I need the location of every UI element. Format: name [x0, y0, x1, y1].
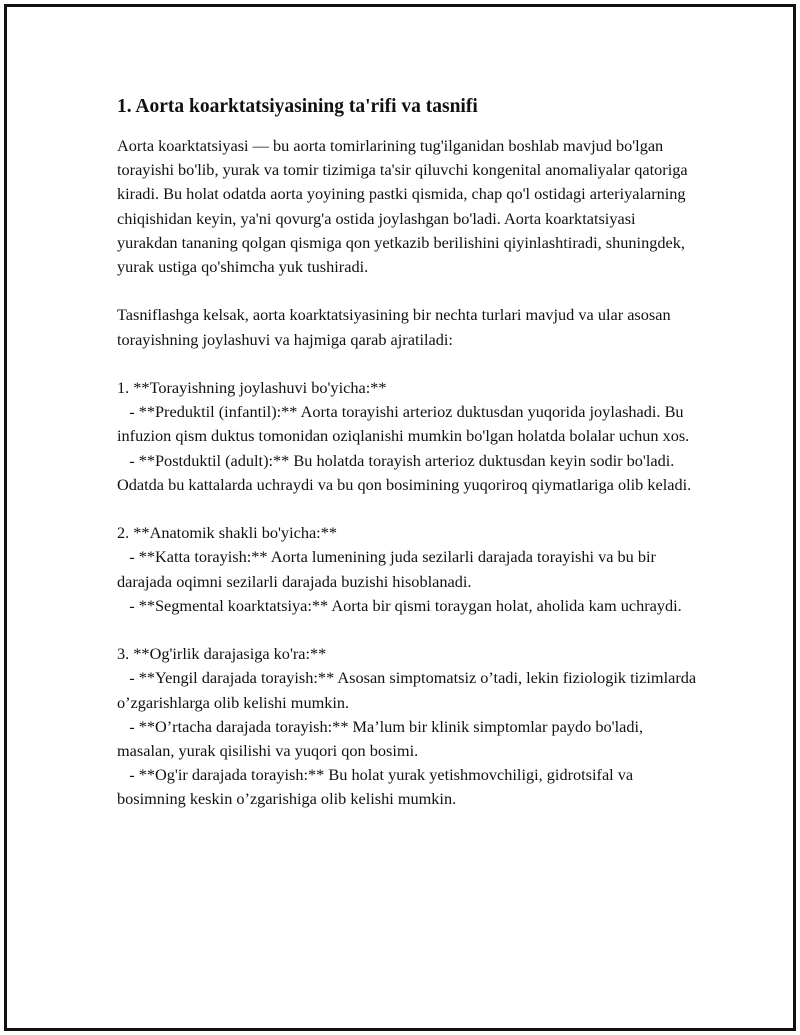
list-item-severe: - **Og'ir darajada torayish:** Bu holat yurak yetishmovchiligi, gidrotsifal va bosimning keskin o’zgarishiga olib kelishi mumkin. — [117, 765, 638, 809]
section-heading-severity: 3. **Og'irlik darajasiga ko'ra:** — [117, 644, 327, 664]
section-heading-anatomy: 2. **Anatomik shakli bo'yicha:** — [117, 523, 337, 543]
paragraph-spacer — [117, 352, 697, 376]
list-item-moderate: - **O’rtacha darajada torayish:** Ma’lum bir klinik simptomlar paydo bo'ladi, masalan, yurak qisilishi va yuqori qon bosimi. — [117, 716, 648, 761]
paragraph-spacer — [117, 279, 697, 303]
paragraph-spacer — [117, 497, 697, 521]
document-body — [117, 94, 701, 812]
list-item-mild: - **Yengil darajada torayish:** Asosan simptomatsiz o’tadi, lekin fiziologik tizimlarda o’zgarishlarga olib kelishi mumkin. — [117, 668, 701, 712]
intro-paragraph: Aorta koarktatsiyasi — bu aorta tomirlarining tug'ilganidan boshlab mavjud bo'lgan torayishi bo'lib, yurak va tomir tizimiga ta'sir qiluvchi kongenital anomaliyalar qatoriga kiradi. Bu holat odatda aorta yoyining pastki qismida, chap qo'l ostidagi arteriyalarning chiqishidan keyin, ya'ni qovurg'a ostida joylashgan bo'ladi. Aorta koarktatsiyasi yurakdan tananing qolgan qismiga qon yetkazib berilishini qiyinlashtiradi, shuningdek, yurak ustiga qo'shimcha yuk tushiradi. — [117, 136, 692, 277]
section-heading-location: 1. **Torayishning joylashuvi bo'yicha:** — [117, 378, 387, 397]
document-title: 1. Aorta koarktatsiyasining ta'rifi va tasnifi — [117, 96, 478, 117]
paragraph-spacer — [117, 618, 697, 642]
classification-intro-paragraph: Tasniflashga kelsak, aorta koarktatsiyasining bir nechta turlari mavjud va ular asosan torayishning joylashuvi va hajmiga qarab ajratiladi: — [117, 305, 675, 349]
list-item-preductal: - **Preduktil (infantil):** Aorta torayishi arterioz duktusdan yuqorida joylashadi. Bu infuzion qism duktus tomonidan oziqlanishi mumkin bo'lgan holatda bolalar uchun xos. — [117, 402, 690, 446]
list-item-segmental: - **Segmental koarktatsiya:** Aorta bir qismi toraygan holat, aholida kam uchraydi. — [117, 595, 682, 615]
list-item-large-narrowing: - **Katta torayish:** Aorta lumenining juda sezilarli darajada torayishi va bu bir darajada oqimni sezilarli darajada buzishi hisoblanadi. — [117, 547, 661, 591]
list-item-postductal: - **Postduktil (adult):** Bu holatda torayish arterioz duktusdan keyin sodir bo'ladi. Odatda bu kattalarda uchraydi va bu qon bosimining yuqoriroq qiymatlariga olib keladi. — [117, 450, 692, 494]
